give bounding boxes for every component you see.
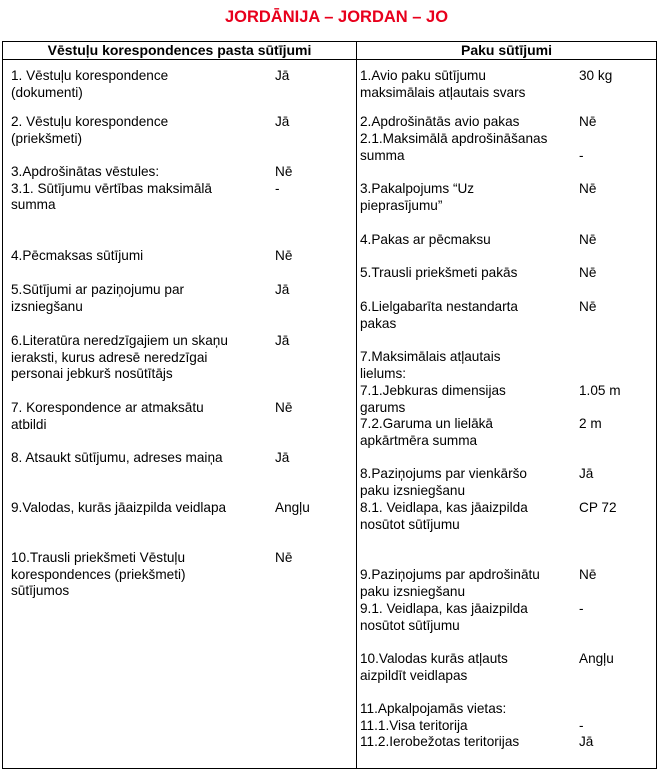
left-row-value: Nē [275, 400, 293, 415]
right-row-label: aizpildīt veidlapas [360, 667, 468, 683]
right-row-label: 8.Paziņojums par vienkāršo [360, 466, 527, 481]
left-row-value: - [275, 180, 280, 196]
left-row-value: Jā [275, 282, 290, 297]
right-row-label: paku izsniegšanu [360, 482, 466, 498]
left-row-label: 1. Vēstuļu korespondence [11, 68, 169, 83]
page-title: JORDĀNIJA – JORDAN – JO [224, 8, 449, 26]
right-row-label: 3.Pakalpojums “Uz [360, 181, 475, 196]
left-row-value: Nē [275, 164, 293, 179]
right-row-label: 9.1. Veidlapa, kas jāaizpilda [360, 601, 528, 616]
left-column-header: Vēstuļu korespondences pasta sūtījumi [47, 42, 312, 58]
services-table [2, 41, 657, 769]
left-row-label: 3.Apdrošinātas vēstules: [11, 164, 160, 179]
right-row-label: paku izsniegšanu [360, 583, 466, 599]
right-row-label: nosūtot sūtījumu [360, 516, 460, 532]
left-row-label: (priekšmeti) [11, 130, 82, 146]
left-row-label: 2. Vēstuļu korespondence [11, 114, 169, 129]
right-row-label: 4.Pakas ar pēcmaksu [360, 232, 491, 247]
right-row-value: - [579, 717, 584, 733]
right-row-value: Nē [579, 265, 597, 280]
right-row-value: Angļu [579, 651, 614, 666]
right-row-label: 11.1.Visa teritorija [360, 717, 468, 733]
right-row-label: summa [360, 147, 405, 163]
left-row-label: izsniegšanu [11, 298, 83, 314]
left-row-label: 6.Literatūra neredzīgajiem un skaņu [11, 333, 228, 348]
right-row-value: Nē [579, 232, 597, 247]
right-row-label: pakas [360, 315, 397, 331]
right-row-value: Nē [579, 567, 597, 582]
right-row-label: 6.Lielgabarīta nestandarta [360, 299, 518, 314]
left-row-label: 7. Korespondence ar atmaksātu [11, 400, 204, 415]
left-row-label: summa [11, 197, 56, 212]
left-row-label: sūtījumos [11, 583, 70, 598]
left-row-value: Jā [275, 114, 290, 129]
right-row-label: 2.1.Maksimālā apdrošināšanas [360, 131, 548, 146]
left-row-label: 10.Trausli priekšmeti Vēstuļu [11, 550, 186, 565]
left-row-label: 4.Pēcmaksas sūtījumi [11, 248, 144, 263]
right-row-label: 2.Apdrošinātās avio pakas [360, 114, 520, 129]
right-row-label: 7.2.Garuma un lielākā [360, 416, 493, 431]
right-row-value: Nē [579, 114, 597, 129]
right-row-label: apkārtmēra summa [360, 432, 478, 448]
right-row-label: 5.Trausli priekšmeti pakās [360, 265, 518, 280]
left-row-label: (dokumenti) [11, 84, 83, 100]
right-row-value: 30 kg [579, 68, 613, 83]
left-row-label: personai jebkurš nosūtītājs [11, 366, 173, 381]
right-row-value: Nē [579, 181, 597, 196]
left-row-label: 5.Sūtījumi ar paziņojumu par [11, 282, 185, 297]
left-row-value: Jā [275, 333, 290, 348]
left-row-label: atbildi [11, 416, 47, 432]
left-row-value: Nē [275, 550, 293, 565]
left-row-label: 3.1. Sūtījumu vērtības maksimālā [11, 180, 212, 196]
right-row-label: nosūtot sūtījumu [360, 617, 460, 633]
right-row-label: 11.Apkalpojamās vietas: [360, 701, 507, 716]
left-row-value: Nē [275, 248, 293, 263]
right-row-label: 10.Valodas kurās atļauts [360, 651, 508, 666]
right-row-label: lielums: [360, 365, 407, 381]
right-row-value: - [579, 601, 584, 616]
right-row-label: 1.Avio paku sūtījumu [360, 68, 486, 83]
header-divider [3, 59, 656, 60]
right-row-value: 1.05 m [579, 383, 621, 398]
left-row-label: 8. Atsaukt sūtījumu, adreses maiņa [11, 450, 223, 465]
right-row-label: maksimālais atļautais svars [360, 84, 526, 100]
left-row-label: ieraksti, kurus adresē neredzīgai [11, 349, 208, 365]
right-row-label: 11.2.Ierobežotas teritorijas [360, 734, 520, 749]
right-row-value: Jā [579, 734, 594, 749]
right-row-value: Jā [579, 466, 594, 481]
right-row-label: 8.1. Veidlapa, kas jāaizpilda [360, 500, 528, 515]
right-row-label: pieprasījumu” [360, 197, 443, 213]
right-row-value: 2 m [579, 416, 602, 431]
right-row-value: - [579, 148, 584, 163]
right-column-header: Paku sūtījumi [460, 42, 553, 58]
right-row-label: garums [360, 399, 406, 415]
right-row-label: 7.Maksimālais atļautais [360, 349, 501, 364]
left-row-label: 9.Valodas, kurās jāaizpilda veidlapa [11, 500, 227, 515]
left-row-label: korespondences (priekšmeti) [11, 566, 186, 582]
column-divider [356, 42, 357, 768]
right-row-value: Nē [579, 299, 597, 314]
right-row-value: CP 72 [579, 500, 617, 515]
left-row-value: Jā [275, 68, 290, 83]
right-row-label: 7.1.Jebkuras dimensijas [360, 383, 506, 398]
right-row-label: 9.Paziņojums par apdrošinātu [360, 567, 540, 582]
left-row-value: Angļu [275, 500, 310, 515]
left-row-value: Jā [275, 450, 290, 465]
